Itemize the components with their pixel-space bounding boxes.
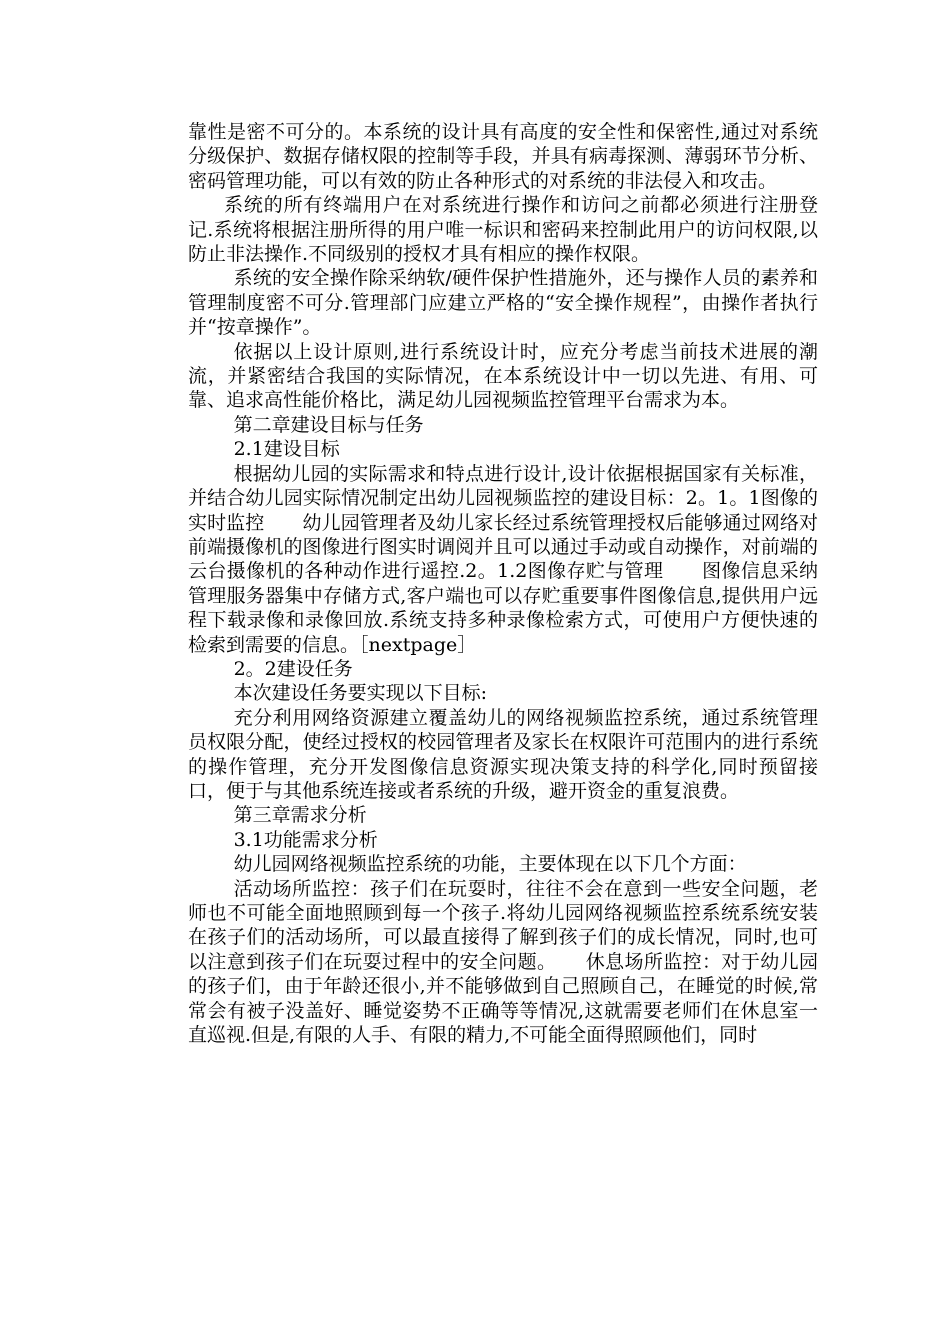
- paragraph-function-intro: 幼儿园网络视频监控系统的功能，主要体现在以下几个方面：: [233, 853, 747, 876]
- paragraph-design-principle: 依据以上设计原则,进行系统设计时，应充分考虑当前技术进展的潮流，并紧密结合我国的实际情况，在本系统设计中一切以先进、有用、可靠、追求高性能价格比，满足幼儿园视频监控管理平台需求为本。: [188, 340, 818, 412]
- paragraph-activity-monitoring: 活动场所监控：孩子们在玩耍时，往往不会在意到一些安全问题，老师也不可能全面地照顾到每一个孩子.将幼儿园网络视频监控系统系统安装在孩子们的活动场所，可以最直接得了解到孩子们的成长情况，同时,也可以注意到孩子们在玩耍过程中的安全问题。 休息场所监控：对于幼儿园的孩子们，由于年龄还很小,并不能够做到自己照顾自己，在睡觉的时候,常常会有被子没盖好、睡觉姿势不正确等等情况,这就需要老师们在休息室一直巡视.但是,有限的人手、有限的精力,不可能全面得照顾他们，同时: [188, 877, 818, 1047]
- section-heading-3-1: 3.1功能需求分析: [233, 828, 378, 851]
- section-heading-2-1: 2.1建设目标: [233, 438, 340, 461]
- section-heading-2-2: 2。2建设任务: [233, 657, 353, 680]
- paragraph-security-design: 靠性是密不可分的。本系统的设计具有高度的安全性和保密性,通过对系统分级保护、数据存储权限的控制等手段，并具有病毒探测、薄弱环节分析、密码管理功能，可以有效的防止各种形式的对系统的非法侵入和攻击。: [188, 121, 818, 192]
- paragraph-task-intro: 本次建设任务要实现以下目标:: [233, 682, 487, 705]
- document-body: [188, 120, 818, 1047]
- paragraph-network-resources: 充分利用网络资源建立覆盖幼儿的网络视频监控系统，通过系统管理员权限分配，使经过授权的校园管理者及家长在权限许可范围内的进行系统的操作管理，充分开发图像信息资源实现决策支持的科学化,同时预留接口，便于与其他系统连接或者系统的升级，避开资金的重复浪费。: [188, 706, 818, 802]
- paragraph-user-registration: 系统的所有终端用户在对系统进行操作和访问之前都必须进行注册登记.系统将根据注册所得的用户唯一标识和密码来控制此用户的访问权限,以防止非法操作.不同级别的授权才具有相应的操作权限。: [188, 194, 818, 266]
- paragraph-construction-goals: 根据幼儿园的实际需求和特点进行设计,设计依据根据国家有关标准，并结合幼儿园实际情况制定出幼儿园视频监控的建设目标：2。1。1图像的实时监控 幼儿园管理者及幼儿家长经过系统管理授权后能够通过网络对前端摄像机的图像进行图实时调阅并且可以通过手动或自动操作，对前端的云台摄像机的各种动作进行遥控.2。1.2图像存贮与管理 图像信息采纳管理服务器集中存储方式,客户端也可以存贮重要事件图像信息,提供用户远程下载录像和录像回放.系统支持多种录像检索方式，可使用户方便快速的检索到需要的信息。［nextpage］: [188, 462, 818, 656]
- chapter-heading-goals: 第二章建设目标与任务: [233, 413, 424, 436]
- paragraph-safe-operation: 系统的安全操作除采纳软/硬件保护性措施外，还与操作人员的素养和管理制度密不可分.管理部门应建立严格的“安全操作规程”，由操作者执行并“按章操作”。: [188, 267, 818, 339]
- chapter-heading-requirements: 第三章需求分析: [233, 804, 367, 827]
